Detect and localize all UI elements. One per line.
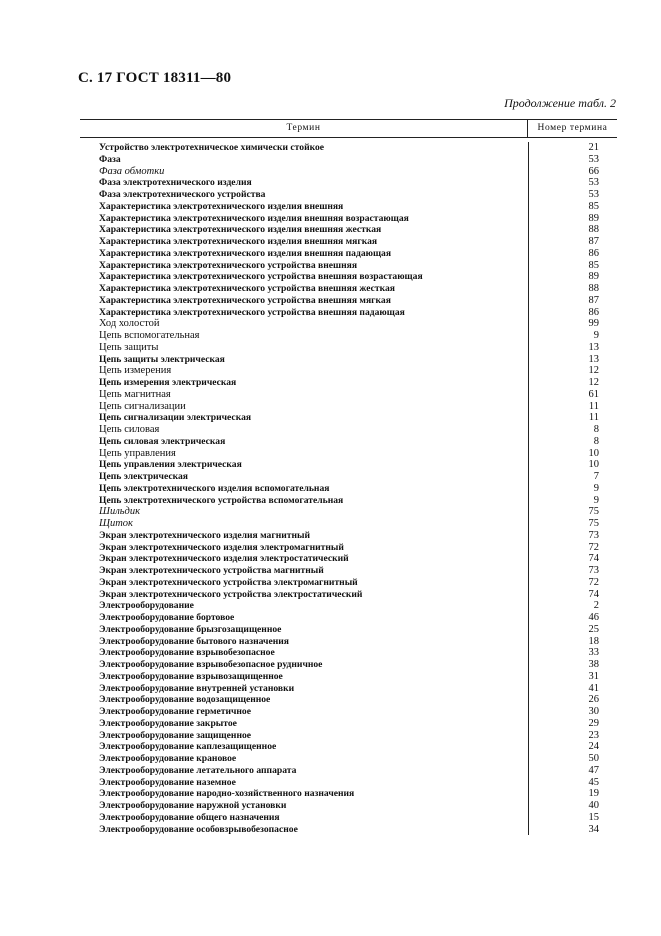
term-number-cell: 87 xyxy=(528,295,617,307)
table-row xyxy=(80,236,617,248)
term-cell: Цепь защиты xyxy=(99,341,159,353)
term-cell: Характеристика электротехнического изделия внешняя возрастающая xyxy=(99,212,409,224)
term-number-cell: 21 xyxy=(528,142,617,154)
term-cell: Цепь силовая xyxy=(99,424,160,435)
table-row xyxy=(80,624,617,636)
table-row xyxy=(80,636,617,648)
term-number-cell: 85 xyxy=(528,260,617,272)
term-number-cell: 11 xyxy=(528,401,617,413)
term-number-cell: 9 xyxy=(528,495,617,507)
table-row xyxy=(80,201,617,213)
table-row xyxy=(80,589,617,601)
column-header-number: Номер термина xyxy=(527,120,617,137)
table-row xyxy=(80,260,617,272)
term-cell: Цепь силовая электрическая xyxy=(99,435,226,447)
table-row xyxy=(80,518,617,530)
term-number-cell: 26 xyxy=(528,694,617,706)
term-cell: Электрооборудование брызгозащищенное xyxy=(99,623,282,635)
table-row xyxy=(80,530,617,542)
table-row xyxy=(80,753,617,765)
table-row xyxy=(80,824,617,836)
column-header-term: Термин xyxy=(286,123,321,133)
term-cell: Фаза электротехнического устройства xyxy=(99,189,266,200)
term-number-cell: 7 xyxy=(528,471,617,483)
term-cell: Экран электротехнического изделия электростатический xyxy=(99,553,349,565)
term-cell: Цепь магнитная xyxy=(99,388,171,400)
term-number-cell: 86 xyxy=(528,248,617,260)
term-number-cell: 85 xyxy=(528,201,617,213)
term-cell: Характеристика электротехнического устройства внешняя xyxy=(99,259,358,271)
table-row xyxy=(80,483,617,495)
term-cell: Электрооборудование защищенное xyxy=(99,729,252,741)
term-cell: Электрооборудование взрывобезопасное рудничное xyxy=(99,659,323,670)
term-number-cell: 18 xyxy=(528,636,617,648)
table-row xyxy=(80,612,617,624)
table-row xyxy=(80,730,617,742)
term-number-cell: 23 xyxy=(528,730,617,742)
table-row xyxy=(80,542,617,554)
term-number-cell: 74 xyxy=(528,553,617,565)
table-row xyxy=(80,741,617,753)
term-cell: Цепь защиты электрическая xyxy=(99,353,225,365)
term-number-cell: 8 xyxy=(528,424,617,436)
table-row xyxy=(80,424,617,436)
term-cell: Экран электротехнического устройства электромагнитный xyxy=(99,576,358,588)
table-row xyxy=(80,377,617,389)
term-number-cell: 53 xyxy=(528,177,617,189)
term-number-cell: 29 xyxy=(528,718,617,730)
term-cell: Цепь электротехнического изделия вспомогательная xyxy=(99,482,330,494)
term-cell: Электрооборудование крановое xyxy=(99,753,237,764)
table-row xyxy=(80,271,617,283)
term-number-cell: 87 xyxy=(528,236,617,248)
term-number-cell: 46 xyxy=(528,612,617,624)
term-cell: Цепь вспомогательная xyxy=(99,330,200,341)
table-row xyxy=(80,436,617,448)
term-number-cell: 75 xyxy=(528,506,617,518)
term-cell: Электрооборудование водозащищенное xyxy=(99,694,271,706)
table-row xyxy=(80,412,617,424)
term-cell: Электрооборудование бытового назначения xyxy=(99,635,289,647)
term-cell: Цепь измерения xyxy=(99,365,172,377)
table-row xyxy=(80,553,617,565)
table-row xyxy=(80,448,617,460)
table-row xyxy=(80,800,617,812)
term-cell: Фаза xyxy=(99,153,121,165)
term-number-cell: 66 xyxy=(528,166,617,178)
term-cell: Характеристика электротехнического изделия внешняя падающая xyxy=(99,247,392,259)
table-row xyxy=(80,694,617,706)
term-number-cell: 86 xyxy=(528,307,617,319)
term-cell: Характеристика электротехнического устройства внешняя жесткая xyxy=(99,283,395,294)
table-row xyxy=(80,330,617,342)
term-cell: Экран электротехнического устройства магнитный xyxy=(99,565,324,576)
term-cell: Характеристика электротехнического изделия внешняя xyxy=(99,200,344,212)
term-number-cell: 40 xyxy=(528,800,617,812)
term-number-cell: 9 xyxy=(528,483,617,495)
term-cell: Щиток xyxy=(99,518,133,529)
term-cell: Ход холостой xyxy=(99,318,160,330)
table-row xyxy=(80,600,617,612)
table-row xyxy=(80,342,617,354)
term-cell: Электрооборудование закрытое xyxy=(99,717,237,729)
table-row xyxy=(80,577,617,589)
term-number-cell: 13 xyxy=(528,342,617,354)
term-number-cell: 11 xyxy=(528,412,617,424)
term-cell: Электрооборудование наземное xyxy=(99,776,236,788)
term-number-cell: 73 xyxy=(528,530,617,542)
term-number-cell: 88 xyxy=(528,224,617,236)
term-number-cell: 30 xyxy=(528,706,617,718)
table-row xyxy=(80,812,617,824)
term-number-cell: 53 xyxy=(528,189,617,201)
term-cell: Экран электротехнического устройства электростатический xyxy=(99,588,363,600)
term-number-cell: 19 xyxy=(528,788,617,800)
term-number-cell: 13 xyxy=(528,354,617,366)
term-cell: Электрооборудование герметичное xyxy=(99,706,251,717)
term-cell: Электрооборудование народно-хозяйственного назначения xyxy=(99,788,355,800)
table-row xyxy=(80,471,617,483)
term-cell: Фаза электротехнического изделия xyxy=(99,177,252,189)
term-cell: Электрооборудование общего назначения xyxy=(99,811,280,823)
term-cell: Экран электротехнического изделия электромагнитный xyxy=(99,541,344,553)
term-number-cell: 34 xyxy=(528,824,617,836)
table-row xyxy=(80,166,617,178)
term-cell: Цепь управления электрическая xyxy=(99,459,242,471)
table-row xyxy=(80,788,617,800)
table-row xyxy=(80,318,617,330)
term-cell: Фаза обмотки xyxy=(99,165,165,177)
term-number-cell: 50 xyxy=(528,753,617,765)
table-row xyxy=(80,224,617,236)
term-number-cell: 2 xyxy=(528,600,617,612)
term-number-cell: 88 xyxy=(528,283,617,295)
term-number-cell: 10 xyxy=(528,448,617,460)
term-cell: Цепь управления xyxy=(99,447,176,459)
term-number-cell: 72 xyxy=(528,577,617,589)
table-row xyxy=(80,307,617,319)
term-cell: Цепь электротехнического устройства вспомогательная xyxy=(99,494,344,506)
term-cell: Цепь электрическая xyxy=(99,471,188,482)
term-number-cell: 15 xyxy=(528,812,617,824)
term-cell: Шильдик xyxy=(99,506,141,518)
table-row xyxy=(80,718,617,730)
term-cell: Характеристика электротехнического изделия внешняя мягкая xyxy=(99,236,378,247)
table-row xyxy=(80,506,617,518)
term-cell: Электрооборудование каплезащищенное xyxy=(99,741,277,753)
term-cell: Электрооборудование взрывозащищенное xyxy=(99,670,283,682)
term-number-cell: 47 xyxy=(528,765,617,777)
term-number-cell: 99 xyxy=(528,318,617,330)
table-row xyxy=(80,389,617,401)
term-cell: Устройство электротехническое химически стойкое xyxy=(99,142,325,153)
term-number-cell: 41 xyxy=(528,683,617,695)
table-row xyxy=(80,213,617,225)
table-row xyxy=(80,777,617,789)
table-row xyxy=(80,565,617,577)
term-cell: Электрооборудование особовзрывобезопасное xyxy=(99,823,298,835)
term-cell: Характеристика электротехнического изделия внешняя жесткая xyxy=(99,224,382,236)
table-continuation-note: Продолжение табл. 2 xyxy=(504,96,616,110)
table-row xyxy=(80,154,617,166)
term-cell: Цепь измерения электрическая xyxy=(99,377,237,388)
term-cell: Характеристика электротехнического устройства внешняя падающая xyxy=(99,306,405,318)
term-number-cell: 38 xyxy=(528,659,617,671)
term-cell: Характеристика электротехнического устройства внешняя мягкая xyxy=(99,294,391,306)
table-row xyxy=(80,495,617,507)
term-cell: Электрооборудование внутренней установки xyxy=(99,682,295,694)
term-cell: Цепь сигнализации xyxy=(99,400,186,412)
table-row xyxy=(80,706,617,718)
page-header: С. 17 ГОСТ 18311—80 xyxy=(78,70,232,86)
term-cell: Электрооборудование xyxy=(99,600,194,612)
table-row xyxy=(80,765,617,777)
table-header xyxy=(80,119,617,138)
terms-index-table xyxy=(80,119,617,835)
table-row xyxy=(80,459,617,471)
table-row xyxy=(80,248,617,260)
term-cell: Характеристика электротехнического устройства внешняя возрастающая xyxy=(99,271,423,283)
table-row xyxy=(80,177,617,189)
term-number-cell: 31 xyxy=(528,671,617,683)
term-number-cell: 61 xyxy=(528,389,617,401)
table-row xyxy=(80,401,617,413)
term-number-cell: 12 xyxy=(528,377,617,389)
term-cell: Экран электротехнического изделия магнитный xyxy=(99,529,311,541)
table-row xyxy=(80,659,617,671)
table-body xyxy=(80,142,617,835)
term-number-cell: 73 xyxy=(528,565,617,577)
term-number-cell: 89 xyxy=(528,271,617,283)
term-cell: Электрооборудование бортовое xyxy=(99,612,235,623)
term-cell: Электрооборудование взрывобезопасное xyxy=(99,647,275,659)
term-number-cell: 9 xyxy=(528,330,617,342)
term-number-cell: 45 xyxy=(528,777,617,789)
term-number-cell: 53 xyxy=(528,154,617,166)
term-number-cell: 72 xyxy=(528,542,617,554)
table-row xyxy=(80,365,617,377)
table-row xyxy=(80,671,617,683)
table-row xyxy=(80,189,617,201)
term-number-cell: 24 xyxy=(528,741,617,753)
term-number-cell: 74 xyxy=(528,589,617,601)
term-cell: Электрооборудование наружной установки xyxy=(99,800,287,811)
table-row xyxy=(80,647,617,659)
term-number-cell: 75 xyxy=(528,518,617,530)
term-cell: Электрооборудование летательного аппарата xyxy=(99,764,297,776)
term-number-cell: 10 xyxy=(528,459,617,471)
table-row xyxy=(80,354,617,366)
table-row xyxy=(80,142,617,154)
table-row xyxy=(80,295,617,307)
term-number-cell: 8 xyxy=(528,436,617,448)
term-number-cell: 33 xyxy=(528,647,617,659)
table-row xyxy=(80,283,617,295)
table-row xyxy=(80,683,617,695)
term-number-cell: 25 xyxy=(528,624,617,636)
term-cell: Цепь сигнализации электрическая xyxy=(99,412,252,424)
term-number-cell: 89 xyxy=(528,213,617,225)
term-number-cell: 12 xyxy=(528,365,617,377)
